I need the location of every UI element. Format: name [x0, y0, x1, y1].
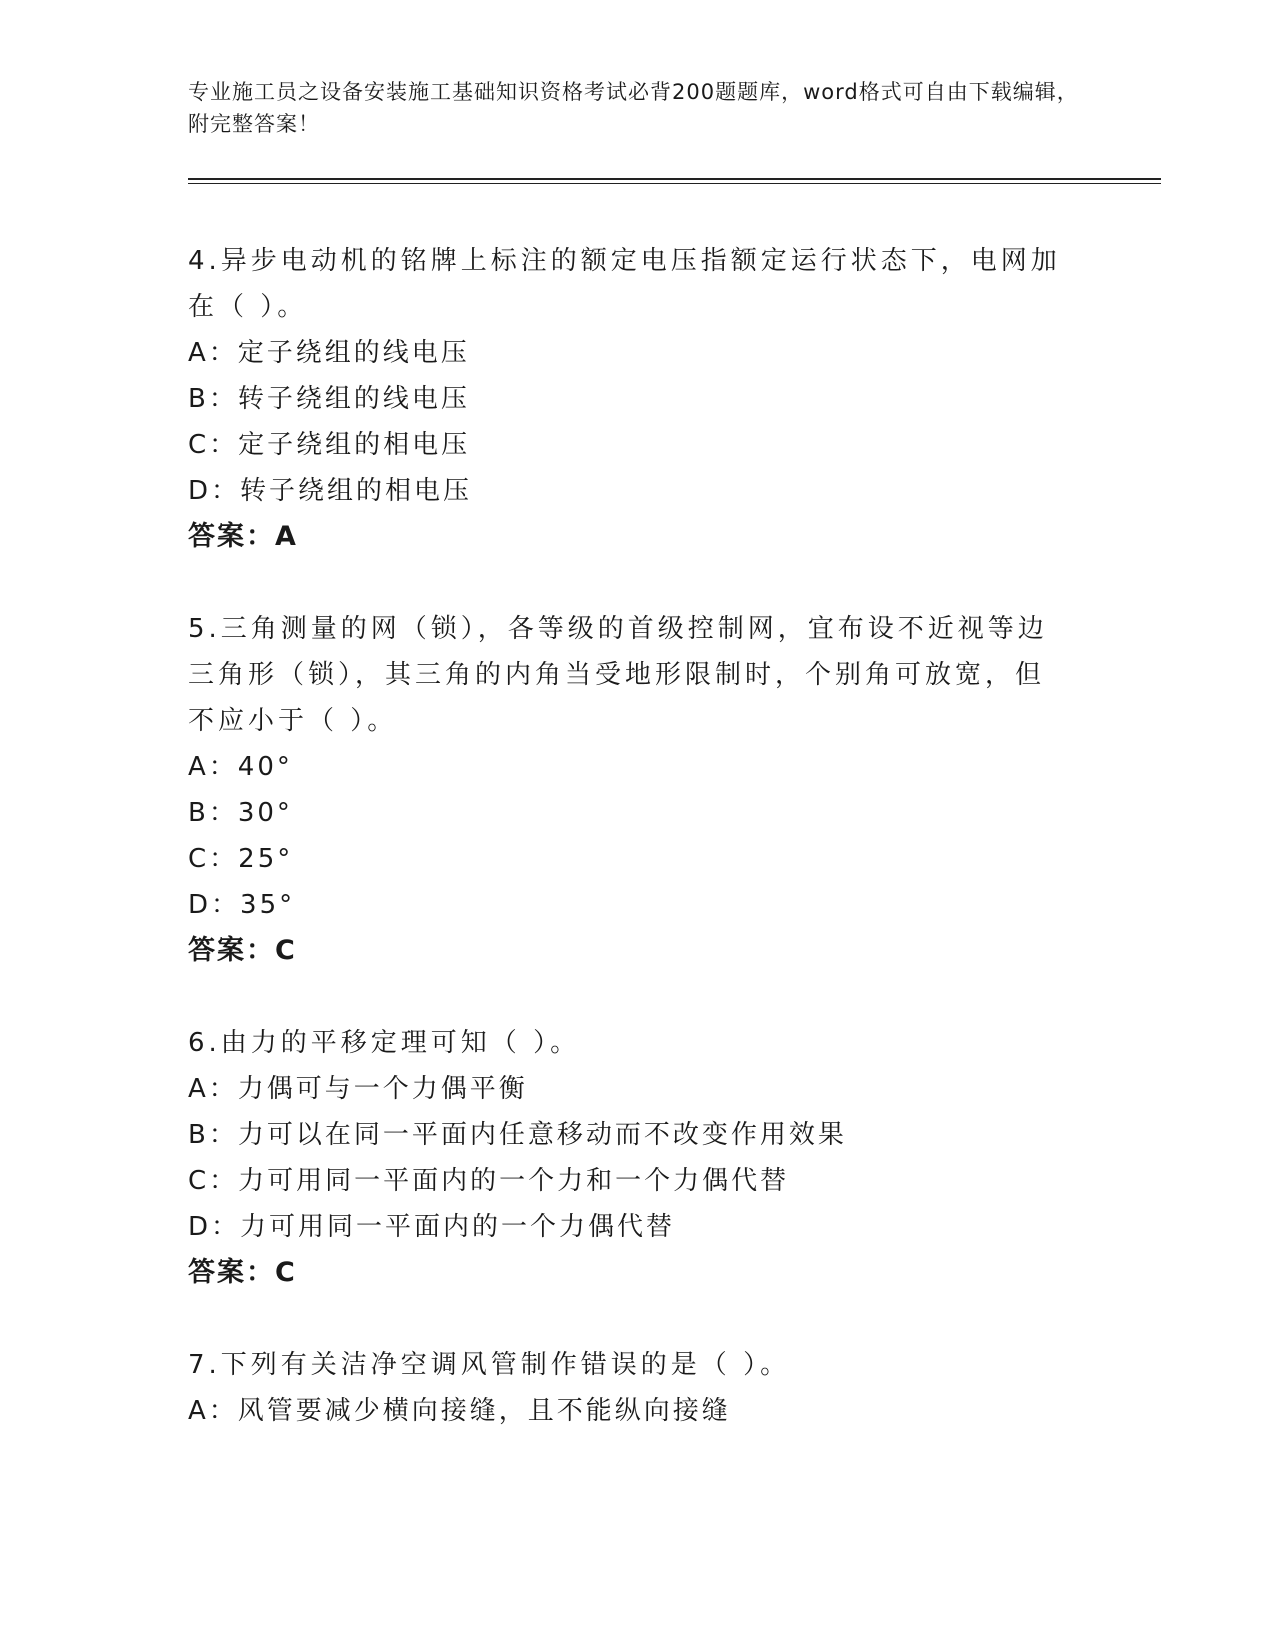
option-a	[188, 330, 1068, 376]
option-letter: D：	[188, 890, 241, 920]
option-letter: D：	[188, 476, 241, 506]
answer-line: 答案：C	[188, 935, 297, 966]
option-letter: C：	[188, 1166, 239, 1196]
option-text: 定子绕组的线电压	[237, 338, 470, 368]
option-d	[188, 1204, 1068, 1250]
option-d	[188, 468, 1068, 514]
option-text: 力偶可与一个力偶平衡	[237, 1074, 528, 1104]
question-6	[188, 1020, 1068, 1296]
question-7	[188, 1342, 1068, 1434]
option-text: 转子绕组的相电压	[240, 476, 473, 506]
option-c	[188, 836, 1068, 882]
option-c	[188, 422, 1068, 468]
question-5	[188, 606, 1068, 974]
header-divider-thick	[188, 178, 1161, 180]
question-stem: 6.由力的平移定理可知（ ）。	[188, 1028, 581, 1058]
option-letter: A：	[188, 1074, 238, 1104]
question-4	[188, 238, 1068, 560]
option-text: 转子绕组的线电压	[237, 384, 470, 414]
option-letter: A：	[188, 338, 238, 368]
option-b	[188, 376, 1068, 422]
option-text: 定子绕组的相电压	[238, 430, 471, 460]
option-text: 40°	[237, 752, 293, 782]
option-d	[188, 882, 1068, 928]
option-b	[188, 790, 1068, 836]
answer-line: 答案：A	[188, 521, 298, 552]
option-letter: B：	[188, 798, 238, 828]
option-b	[188, 1112, 1068, 1158]
option-letter: B：	[188, 1120, 238, 1150]
option-text: 风管要减少横向接缝，且不能纵向接缝	[237, 1396, 731, 1426]
option-text: 力可用同一平面内的一个力偶代替	[240, 1212, 676, 1242]
option-a	[188, 744, 1068, 790]
option-text: 25°	[238, 844, 294, 874]
header-title: 专业施工员之设备安装施工基础知识资格考试必背200题题库，word格式可自由下载编辑，附完整答案！	[188, 80, 1079, 136]
option-letter: C：	[188, 430, 239, 460]
option-text: 30°	[237, 798, 293, 828]
option-text: 力可用同一平面内的一个力和一个力偶代替	[238, 1166, 790, 1196]
question-list	[188, 238, 1068, 1480]
option-letter: C：	[188, 844, 239, 874]
question-stem: 7.下列有关洁净空调风管制作错误的是（ ）。	[188, 1350, 791, 1380]
question-stem: 4.异步电动机的铭牌上标注的额定电压指额定运行状态下，电网加在（ ）。	[188, 246, 1061, 322]
answer-line: 答案：C	[188, 1257, 297, 1288]
header-divider-thin	[188, 183, 1161, 184]
option-a	[188, 1066, 1068, 1112]
option-c	[188, 1158, 1068, 1204]
question-stem: 5.三角测量的网（锁），各等级的首级控制网，宜布设不近视等边三角形（锁），其三角的内角当受地形限制时，个别角可放宽，但不应小于（ ）。	[188, 614, 1048, 736]
option-text: 35°	[240, 890, 296, 920]
option-a	[188, 1388, 1068, 1434]
option-letter: A：	[188, 1396, 238, 1426]
document-header	[188, 76, 1088, 140]
option-letter: D：	[188, 1212, 241, 1242]
option-text: 力可以在同一平面内任意移动而不改变作用效果	[237, 1120, 847, 1150]
option-letter: A：	[188, 752, 238, 782]
option-letter: B：	[188, 384, 238, 414]
